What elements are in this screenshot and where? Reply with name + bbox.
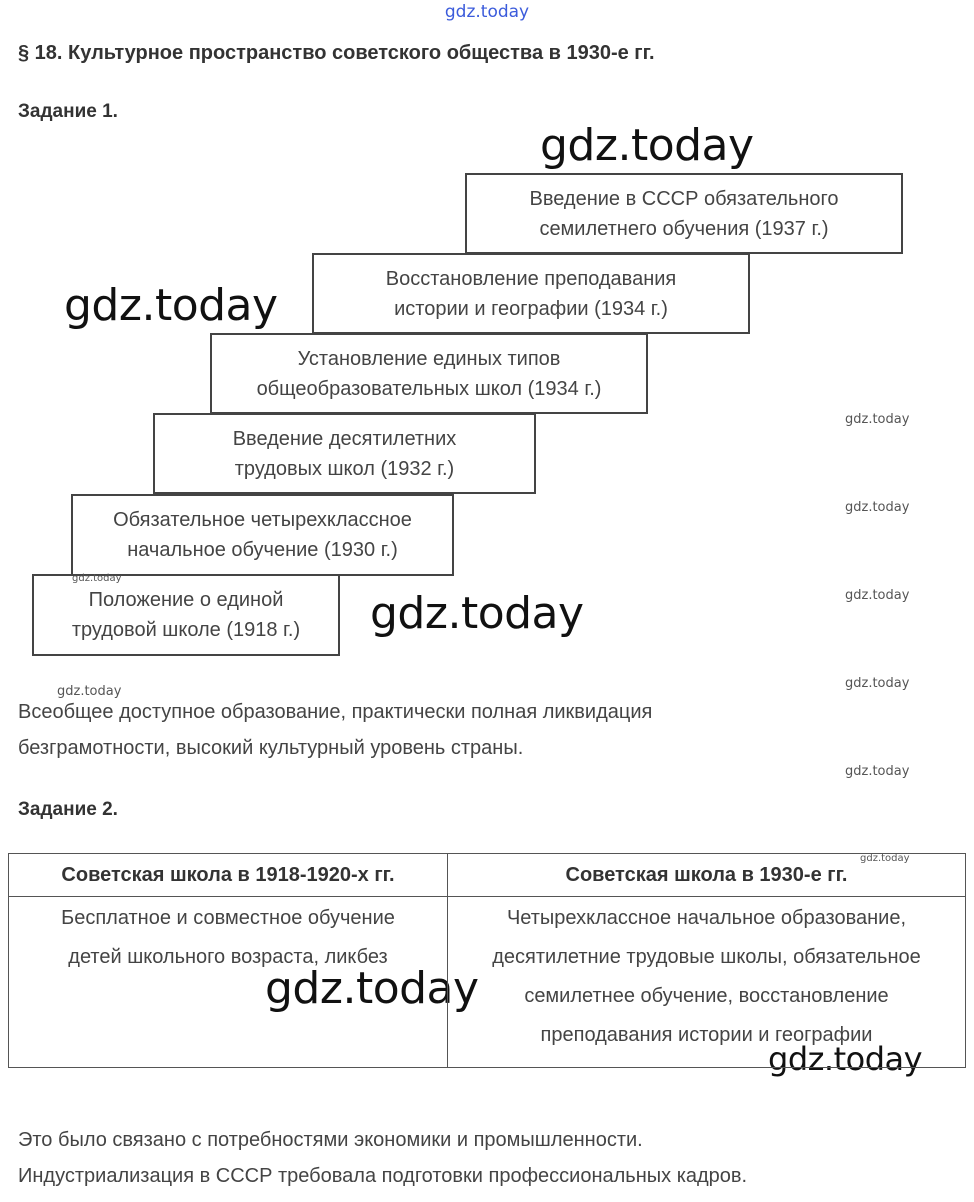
- task2-heading: Задание 2.: [18, 799, 118, 820]
- page-title: § 18. Культурное пространство советского общества в 1930-е гг.: [18, 42, 655, 64]
- step-line: Положение о единой: [88, 589, 284, 611]
- watermark-small: gdz.today: [57, 684, 122, 699]
- cell-line: преподавания истории и географии: [540, 1024, 873, 1046]
- step-1930: [71, 494, 454, 576]
- watermark-small: gdz.today: [845, 412, 910, 427]
- step-line: истории и географии (1934 г.): [394, 297, 668, 320]
- step-1934-schools: [210, 333, 648, 414]
- step-line: трудовой школе (1918 г.): [71, 619, 301, 641]
- paragraph-line: Всеобщее доступное образование, практически полная ликвидация: [18, 701, 653, 723]
- watermark-small: gdz.today: [845, 588, 910, 603]
- comparison-table: [8, 853, 966, 1068]
- step-1937: [465, 173, 903, 254]
- task1-heading: Задание 1.: [18, 101, 118, 122]
- table-header-row: [9, 854, 966, 897]
- paragraph-line: Индустриализация в СССР требовала подготовки профессиональных кадров.: [18, 1165, 748, 1187]
- step-line: Введение десятилетних: [232, 427, 457, 450]
- watermark-large: gdz.today: [370, 588, 584, 639]
- step-line: трудовых школ (1932 г.): [234, 457, 455, 480]
- watermark-large: gdz.today: [540, 120, 754, 171]
- watermark-small: gdz.today: [845, 500, 910, 515]
- watermark-tiny: gdz.today: [860, 853, 910, 864]
- table-row: [9, 897, 966, 1068]
- paragraph-line: Это было связано с потребностями экономики и промышленности.: [18, 1129, 643, 1151]
- step-1932: [153, 413, 536, 494]
- task1-conclusion: [18, 694, 918, 766]
- step-1918: [32, 574, 340, 656]
- table-cell: [9, 897, 448, 1068]
- step-line: Восстановление преподавания: [385, 267, 677, 290]
- step-line: Введение в СССР обязательного: [529, 187, 839, 210]
- watermark-small: gdz.today: [845, 764, 910, 779]
- table-cell: [448, 897, 966, 1068]
- cell-line: Четырехклассное начальное образование,: [506, 907, 907, 929]
- watermark-large: gdz.today: [265, 963, 479, 1014]
- watermark-small: gdz.today: [845, 676, 910, 691]
- step-line: Установление единых типов: [297, 347, 561, 370]
- cell-line: детей школьного возраста, ликбез: [68, 946, 388, 968]
- step-line: Обязательное четырехклассное: [113, 509, 412, 531]
- cell-line: десятилетние трудовые школы, обязательное: [492, 946, 921, 968]
- column-header: Советская школа в 1930-е гг.: [448, 854, 966, 897]
- column-header: Советская школа в 1918-1920-х гг.: [9, 854, 448, 897]
- watermark-top: gdz.today: [444, 2, 530, 22]
- step-line: начальное обучение (1930 г.): [127, 539, 398, 561]
- step-line: семилетнего обучения (1937 г.): [539, 217, 829, 240]
- task2-conclusion: [18, 1122, 918, 1194]
- cell-line: Бесплатное и совместное обучение: [61, 907, 395, 929]
- watermark-large: gdz.today: [64, 280, 278, 331]
- step-1934-history: [312, 253, 750, 334]
- paragraph-line: безграмотности, высокий культурный уровень страны.: [18, 737, 524, 759]
- step-line: общеобразовательных школ (1934 г.): [256, 377, 602, 400]
- watermark-tiny: gdz.today: [72, 573, 122, 584]
- cell-line: семилетнее обучение, восстановление: [524, 985, 889, 1007]
- watermark-large: gdz.today: [768, 1040, 923, 1078]
